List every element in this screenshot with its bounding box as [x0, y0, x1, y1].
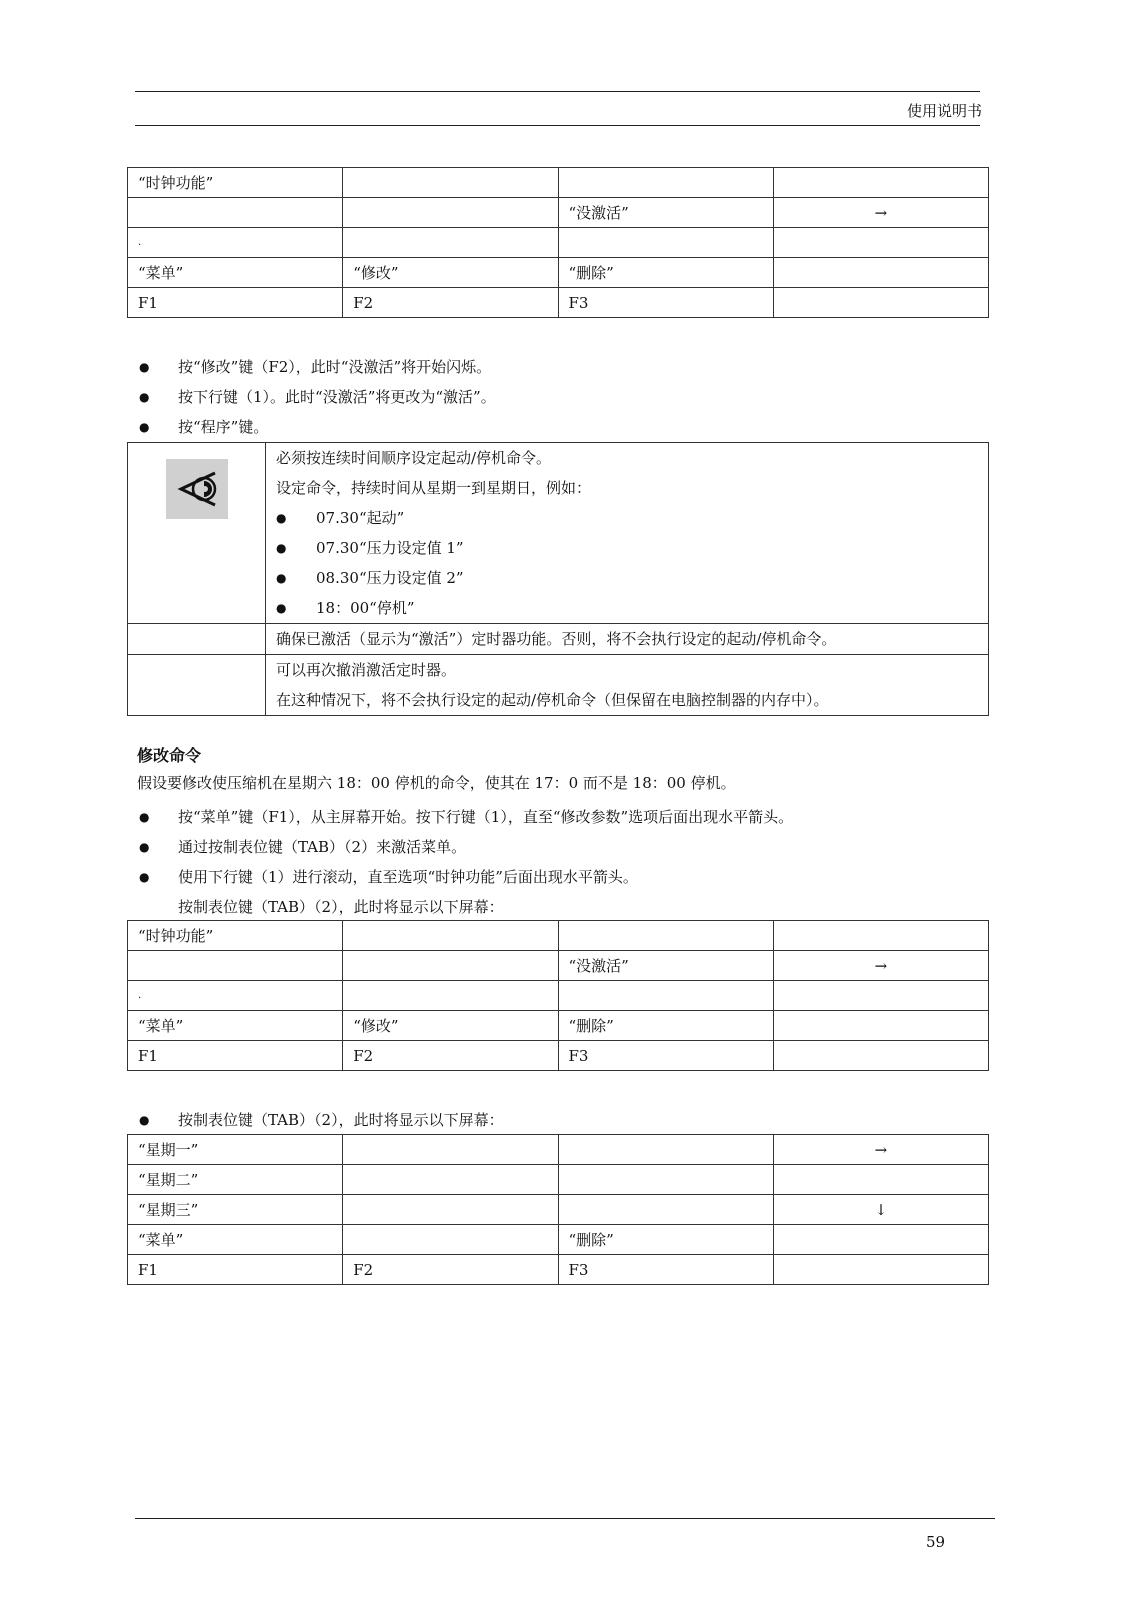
note-line: 确保已激活（显示为“激活”）定时器功能。否则，将不会执行设定的起动/停机命令。 [276, 630, 837, 648]
header-title: 使用说明书 [906, 102, 982, 120]
note-row [128, 443, 989, 624]
function-key: F3 [558, 1041, 773, 1071]
screen-cell [558, 168, 773, 198]
bullet-icon: ● [276, 571, 287, 585]
screen-row [128, 168, 989, 198]
softkey-label: “菜单” [128, 1225, 343, 1255]
softkey-label [343, 1225, 558, 1255]
list-item [137, 352, 496, 382]
footer-rule [135, 1518, 995, 1519]
header-rule-top [135, 91, 980, 92]
screen-cell: “星期一” [128, 1135, 343, 1165]
screen-row [128, 1135, 989, 1165]
bullet-icon: ● [139, 870, 150, 884]
bullet-icon: ● [139, 840, 150, 854]
function-key: F3 [558, 288, 773, 318]
header-rule-bottom [135, 125, 980, 126]
function-key [773, 1041, 988, 1071]
screen-cell [558, 1165, 773, 1195]
note-text-cell [266, 655, 989, 716]
function-key: F2 [343, 1255, 558, 1285]
list-item [137, 1105, 504, 1135]
list-item-text: 按制表位键（TAB）（2），此时将显示以下屏幕： [178, 898, 504, 916]
note-icon-cell [128, 655, 266, 716]
screen-cell [558, 981, 773, 1011]
screen-cell [343, 168, 558, 198]
screen-cell [343, 198, 558, 228]
softkey-label: “菜单” [128, 1011, 343, 1041]
softkey-label: “删除” [558, 258, 773, 288]
screen-row [128, 1165, 989, 1195]
note-item-text: 18：00“停机” [316, 599, 415, 617]
note-row [128, 655, 989, 716]
function-key [773, 1255, 988, 1285]
softkey-label: “修改” [343, 258, 558, 288]
section-intro: 假设要修改使压缩机在星期六 18：00 停机的命令，使其在 17：0 而不是 18：00 停机。 [137, 774, 736, 792]
screen-cell: “没激活” [558, 951, 773, 981]
function-key: F3 [558, 1255, 773, 1285]
bullet-icon: ● [139, 1113, 150, 1127]
softkey-label: “删除” [558, 1225, 773, 1255]
screen-cell [343, 981, 558, 1011]
screen-cell: “星期三” [128, 1195, 343, 1225]
screen-cell [773, 981, 988, 1011]
list-item [137, 802, 793, 832]
screen-cell: “时钟功能” [128, 921, 343, 951]
screen-cell [343, 228, 558, 258]
arrow-right-icon: → [773, 1135, 988, 1165]
list-item [137, 412, 496, 442]
note-line: 必须按连续时间顺序设定起动/停机命令。 [276, 449, 552, 467]
screen-row [128, 921, 989, 951]
screen-row [128, 228, 989, 258]
screen-cell: “没激活” [558, 198, 773, 228]
screen-row [128, 981, 989, 1011]
list-item [137, 832, 793, 862]
screen-cell [773, 228, 988, 258]
controller-screen-1 [127, 167, 989, 318]
softkey-label: “菜单” [128, 258, 343, 288]
bullet-icon: ● [276, 541, 287, 555]
screen-row [128, 1255, 989, 1285]
bullet-icon: ● [139, 810, 150, 824]
bullet-icon: ● [139, 420, 150, 434]
note-item-text: 08.30“压力设定值 2” [316, 569, 464, 587]
screen-row [128, 951, 989, 981]
note-line: 可以再次撤消激活定时器。 [276, 661, 457, 679]
softkey-label [773, 258, 988, 288]
screen-cell: “时钟功能” [128, 168, 343, 198]
screen-row [128, 1195, 989, 1225]
bullet-list-2 [137, 802, 793, 922]
bullet-icon: ● [139, 390, 150, 404]
screen-cell [343, 1135, 558, 1165]
bullet-icon: ● [276, 601, 287, 615]
arrow-right-icon: → [773, 951, 988, 981]
screen-row [128, 288, 989, 318]
screen-cell [773, 921, 988, 951]
note-bullet-item [276, 593, 978, 623]
screen-cell [128, 951, 343, 981]
list-item-continuation [137, 892, 793, 922]
screen-cell [343, 951, 558, 981]
list-item-text: 按下行键（1）。此时“没激活”将更改为“激活”。 [178, 388, 496, 406]
bullet-list-3 [137, 1105, 504, 1135]
note-box [127, 442, 989, 716]
screen-row [128, 258, 989, 288]
softkey-label [773, 1011, 988, 1041]
list-item [137, 862, 793, 892]
list-item-text: 按“修改”键（F2），此时“没激活”将开始闪烁。 [178, 358, 492, 376]
section-title: 修改命令 [137, 746, 202, 765]
screen-row [128, 1225, 989, 1255]
note-line: 设定命令，持续时间从星期一到星期日，例如： [276, 479, 592, 497]
note-row [128, 624, 989, 655]
screen-cell: “星期二” [128, 1165, 343, 1195]
screen-row [128, 1041, 989, 1071]
list-item-text: 通过按制表位键（TAB）（2）来激活菜单。 [178, 838, 467, 856]
function-key: F1 [128, 1041, 343, 1071]
screen-cell [128, 198, 343, 228]
function-key: F2 [343, 288, 558, 318]
screen-cell [558, 1195, 773, 1225]
screen-row [128, 198, 989, 228]
note-bullet-item [276, 533, 978, 563]
list-item-text: 按“菜单”键（F1），从主屏幕开始。按下行键（1），直至“修改参数”选项后面出现水平箭头。 [178, 808, 794, 826]
screen-cell [343, 921, 558, 951]
screen-cell [773, 1165, 988, 1195]
note-bullet-item [276, 503, 978, 533]
list-item-text: 使用下行键（1）进行滚动，直至选项“时钟功能”后面出现水平箭头。 [178, 868, 638, 886]
screen-cell [558, 228, 773, 258]
controller-screen-3 [127, 1134, 989, 1285]
bullet-icon: ● [276, 511, 287, 525]
screen-cell [343, 1195, 558, 1225]
note-bullet-item [276, 563, 978, 593]
note-line: 在这种情况下，将不会执行设定的起动/停机命令（但保留在电脑控制器的内存中）。 [276, 691, 829, 709]
screen-cell [343, 1165, 558, 1195]
screen-cell [558, 1135, 773, 1165]
page-number: 59 [926, 1533, 946, 1551]
softkey-label: “修改” [343, 1011, 558, 1041]
bullet-icon: ● [139, 360, 150, 374]
eye-icon [166, 459, 228, 519]
screen-cell: . [128, 981, 343, 1011]
softkey-label [773, 1225, 988, 1255]
function-key: F1 [128, 288, 343, 318]
screen-row [128, 1011, 989, 1041]
list-item-text: 按制表位键（TAB）（2），此时将显示以下屏幕： [178, 1111, 504, 1129]
screen-cell: . [128, 228, 343, 258]
note-item-text: 07.30“压力设定值 1” [316, 539, 464, 557]
screen-cell [773, 168, 988, 198]
controller-screen-2 [127, 920, 989, 1071]
bullet-list-1 [137, 352, 496, 442]
softkey-label: “删除” [558, 1011, 773, 1041]
list-item [137, 382, 496, 412]
function-key [773, 288, 988, 318]
function-key: F2 [343, 1041, 558, 1071]
note-text-cell [266, 443, 989, 624]
function-key: F1 [128, 1255, 343, 1285]
note-text-cell [266, 624, 989, 655]
arrow-down-icon: ↓ [773, 1195, 988, 1225]
arrow-right-icon: → [773, 198, 988, 228]
note-icon-cell [128, 443, 266, 624]
list-item-text: 按“程序”键。 [178, 418, 269, 436]
screen-cell [558, 921, 773, 951]
note-icon-cell [128, 624, 266, 655]
note-item-text: 07.30“起动” [316, 509, 405, 527]
